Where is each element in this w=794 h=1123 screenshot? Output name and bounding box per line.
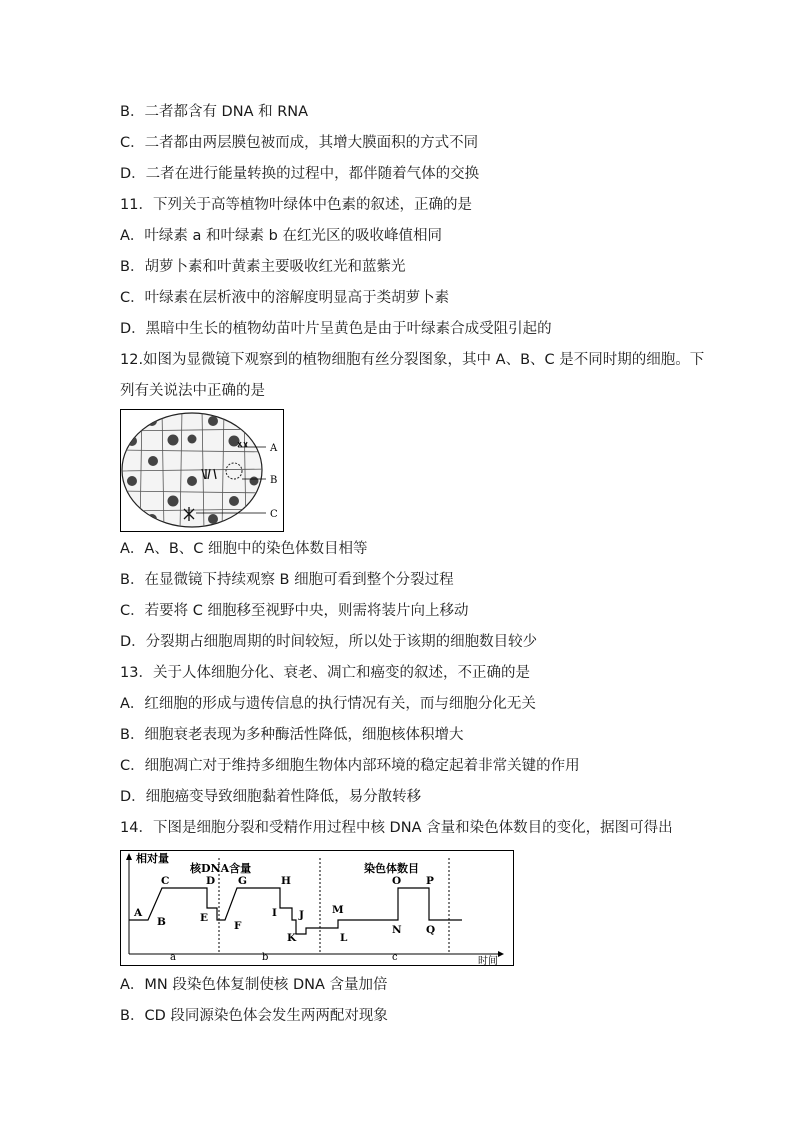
- q11-option-b: B．胡萝卜素和叶黄素主要吸收红光和蓝紫光: [120, 259, 406, 275]
- q14-option-b: B．CD 段同源染色体会发生两两配对现象: [120, 1008, 388, 1024]
- q13-option-b: B．细胞衰老表现为多种酶活性降低，细胞核体积增大: [120, 727, 464, 743]
- dna-chromosome-svg: [120, 850, 514, 966]
- q11-stem: 11．下列关于高等植物叶绿体中色素的叙述，正确的是: [120, 197, 472, 213]
- region-chromosome-label: 染色体数目: [364, 862, 419, 875]
- label-b: B: [270, 475, 278, 486]
- q10-option-d: D．二者在进行能量转换的过程中，都伴随着气体的交换: [120, 166, 480, 182]
- q12-option-a: A．A、B、C 细胞中的染色体数目相等: [120, 541, 368, 557]
- point-a: A: [134, 907, 143, 919]
- point-c: C: [161, 875, 170, 887]
- x-axis-label: 时间: [478, 956, 498, 966]
- q10-option-b: B．二者都含有 DNA 和 RNA: [120, 104, 309, 120]
- q12-stem-line1: 12.如图为显微镜下观察到的植物细胞有丝分裂图象，其中 A、B、C 是不同时期的细胞。下: [120, 352, 705, 368]
- region-dna-label: 核DNA含量: [190, 862, 252, 875]
- y-axis-label: 相对量: [136, 852, 169, 865]
- point-o: O: [392, 875, 402, 887]
- point-d: D: [206, 875, 216, 887]
- point-k: K: [287, 932, 297, 944]
- q13-option-a: A．红细胞的形成与遗传信息的执行情况有关，而与细胞分化无关: [120, 696, 536, 712]
- segment-c: c: [392, 952, 398, 963]
- q13-option-c: C．细胞凋亡对于维持多细胞生物体内部环境的稳定起着非常关键的作用: [120, 758, 580, 774]
- q13-stem: 13．关于人体细胞分化、衰老、凋亡和癌变的叙述，不正确的是: [120, 665, 530, 681]
- microscope-figure: [120, 409, 284, 532]
- label-c: C: [270, 509, 278, 520]
- q11-option-d: D．黑暗中生长的植物幼苗叶片呈黄色是由于叶绿素合成受阻引起的: [120, 321, 552, 337]
- point-q: Q: [426, 924, 436, 936]
- label-a: A: [270, 443, 278, 454]
- point-p: P: [426, 875, 434, 887]
- point-l: L: [340, 932, 348, 944]
- segment-a: a: [170, 952, 176, 963]
- q11-option-c: C．叶绿素在层析液中的溶解度明显高于类胡萝卜素: [120, 290, 450, 306]
- point-f: F: [234, 920, 242, 932]
- q12-option-b: B．在显微镜下持续观察 B 细胞可看到整个分裂过程: [120, 572, 454, 588]
- q12-option-c: C．若要将 C 细胞移至视野中央，则需将装片向上移动: [120, 603, 469, 619]
- point-g: G: [238, 875, 247, 887]
- point-m: M: [332, 904, 344, 916]
- q11-option-a: A．叶绿素 a 和叶绿素 b 在红光区的吸收峰值相同: [120, 228, 442, 244]
- microscope-image: [120, 409, 284, 532]
- point-j: J: [299, 909, 304, 921]
- q12-stem-line2: 列有关说法中正确的是: [120, 383, 265, 399]
- q14-stem: 14．下图是细胞分裂和受精作用过程中核 DNA 含量和染色体数目的变化，据图可得出: [120, 820, 673, 836]
- point-i: I: [272, 907, 277, 919]
- point-h: H: [281, 875, 291, 887]
- segment-b: b: [262, 952, 269, 963]
- point-b: B: [157, 916, 166, 928]
- q14-option-a: A．MN 段染色体复制使核 DNA 含量加倍: [120, 977, 388, 993]
- q12-option-d: D．分裂期占细胞周期的时间较短，所以处于该期的细胞数目较少: [120, 634, 538, 650]
- point-e: E: [200, 912, 209, 924]
- q13-option-d: D．细胞癌变导致细胞黏着性降低，易分散转移: [120, 789, 422, 805]
- q10-option-c: C．二者都由两层膜包被而成，其增大膜面积的方式不同: [120, 135, 479, 151]
- point-n: N: [392, 924, 402, 936]
- dna-chromosome-diagram: [120, 850, 514, 966]
